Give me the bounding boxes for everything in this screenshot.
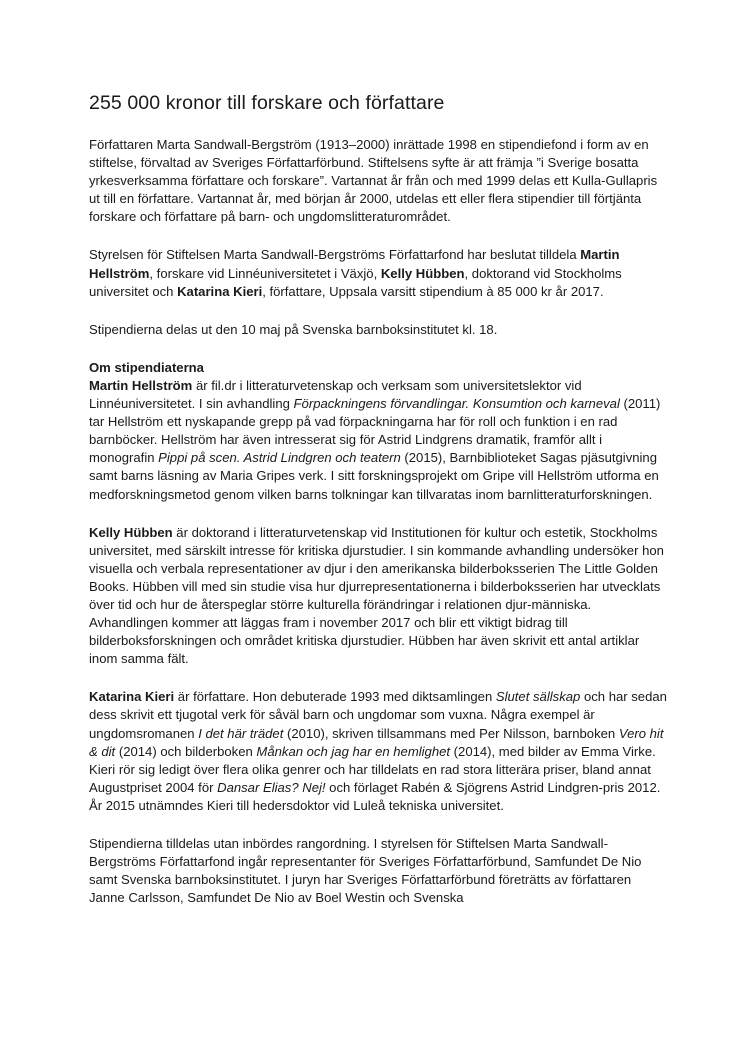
katarina-text-4: (2014) och bilderboken (115, 743, 257, 759)
ceremony-paragraph: Stipendierna delas ut den 10 maj på Svenska barnboksinstitutet kl. 18. (89, 321, 498, 337)
martin-text-2: (2011) tar Hellström ett nyskapande grepp på vad förpackningarna har för roll och funktion i en rad barnböcker. Hellström har även intresserat sig för Astrid Lindgrens dramatik, framför allt i monografin (89, 396, 661, 466)
katarina-name: Katarina Kieri (89, 689, 175, 705)
katarina-text-1: är författare. Hon debuterade 1993 med diktsamlingen (174, 689, 496, 705)
kelly-name: Kelly Hübben (89, 524, 173, 540)
decision-text-4: , författare, Uppsala varsitt stipendium à 85 000 kr år 2017. (262, 283, 604, 299)
decision-text-3: , doktorand vid Stockholms universitet och (89, 265, 622, 299)
katarina-text-5: (2014), med bilder av Emma Virke. Kieri rör sig ledigt över flera olika genrer och har tilldelats en rad stora litterära priser, bland annat Augustpriset 2004 för (89, 743, 656, 795)
page-title: 255 000 kronor till forskare och författare (89, 92, 445, 114)
decision-text-2: , forskare vid Linnéuniversitetet i Växjö, (149, 265, 381, 281)
document-page (89, 90, 669, 907)
katarina-book-title-5: Dansar Elias? Nej! (217, 779, 326, 795)
kelly-text-1: är doktorand i litteraturvetenskap vid Institutionen för kultur och estetik, Stockholms universitet, med särskilt intresse för kritiska djurstudier. I sin kommande avhandling undersöker hon visuella och verbala representationer av djur i den amerikanska bilderboksserien The Little Golden Books. Hübben vill med sin studie visa hur djurrepresentationerna i bilderboksserien har utvecklats över tid och hur de återspeglar större kulturella förändringar i relationen djur-människa. Avhandlingen kommer att läggas fram i november 2017 och blir ett viktigt bidrag till bilderboksforskningen och området kritiska djurstudier. Hübben har även skrivit ett antal artiklar inom samma fält. (89, 524, 664, 667)
recipient-name-martin: Martin Hellström (89, 247, 620, 281)
martin-name: Martin Hellström (89, 377, 193, 393)
katarina-book-title-1: Slutet sällskap (495, 689, 581, 705)
intro-paragraph: Författaren Marta Sandwall-Bergström (1913–2000) inrättade 1998 en stipendiefond i form av en stiftelse, förvaltad av Sveriges Författarförbund. Stiftelsens syfte är att främja ”i Sverige bosatta yrkesverksamma författare och forskare”. Vartannat år från och med 1999 delas ett Kulla-Gullapris ut till en författare. Vartannat år, med början år 2000, utdelas ett eller flera stipendier till förtjänta forskare och författare på barn- och ungdomslitteraturområdet. (89, 137, 658, 225)
katarina-book-title-2: I det här trädet (198, 725, 284, 741)
katarina-text-3: (2010), skriven tillsammans med Per Nilsson, barnboken (283, 725, 619, 741)
section-heading: Om stipendiaterna (89, 359, 204, 375)
katarina-text-2: och har sedan dess skrivit ett tjugotal verk för såväl barn och ungdomar som vuxna. Några exempel är ungdomsromanen (89, 689, 667, 741)
martin-paragraph (89, 377, 669, 504)
kelly-paragraph (89, 524, 669, 669)
decision-text-1: Styrelsen för Stiftelsen Marta Sandwall-Bergströms Författarfond har beslutat tilldela (89, 247, 581, 263)
final-paragraph: Stipendierna tilldelas utan inbördes rangordning. I styrelsen för Stiftelsen Marta Sandwall-Bergströms Författarfond ingår representanter för Sveriges Författarförbund, Samfundet De Nio samt Svenska barnboksinstitutet. I juryn har Sveriges Författarförbund företrätts av författaren Janne Carlsson, Samfundet De Nio av Boel Westin och Svenska (89, 836, 642, 906)
katarina-book-title-4: Månkan och jag har en hemlighet (256, 743, 451, 759)
martin-book-title-2: Pippi på scen. Astrid Lindgren och teatern (158, 450, 401, 466)
martin-text-3: (2015), Barnbiblioteket Sagas pjäsutgivning samt barns läsning av Maria Gripes verk. I sitt forskningsprojekt om Gripe vill Hellström utforma en medforskningsmetod genom vilken barns tolkningar kan tillvaratas inom barnlitteraturforskningen. (89, 450, 659, 502)
katarina-paragraph (89, 688, 669, 815)
katarina-book-title-3: Vero hit & dit (89, 725, 664, 759)
recipient-name-kelly: Kelly Hübben (380, 265, 465, 281)
recipient-name-katarina: Katarina Kieri (177, 283, 263, 299)
martin-text-1: är fil.dr i litteraturvetenskap och verksam som universitetslektor vid Linnéuniversitetet. I sin avhandling (89, 377, 582, 412)
martin-book-title-1: Förpackningens förvandlingar. Konsumtion och karneval (293, 396, 620, 412)
decision-paragraph (89, 246, 669, 300)
katarina-text-6: och förlaget Rabén & Sjögrens Astrid Lindgren-pris 2012. År 2015 utnämndes Kieri till hedersdoktor vid Luleå tekniska universitet. (89, 779, 661, 813)
